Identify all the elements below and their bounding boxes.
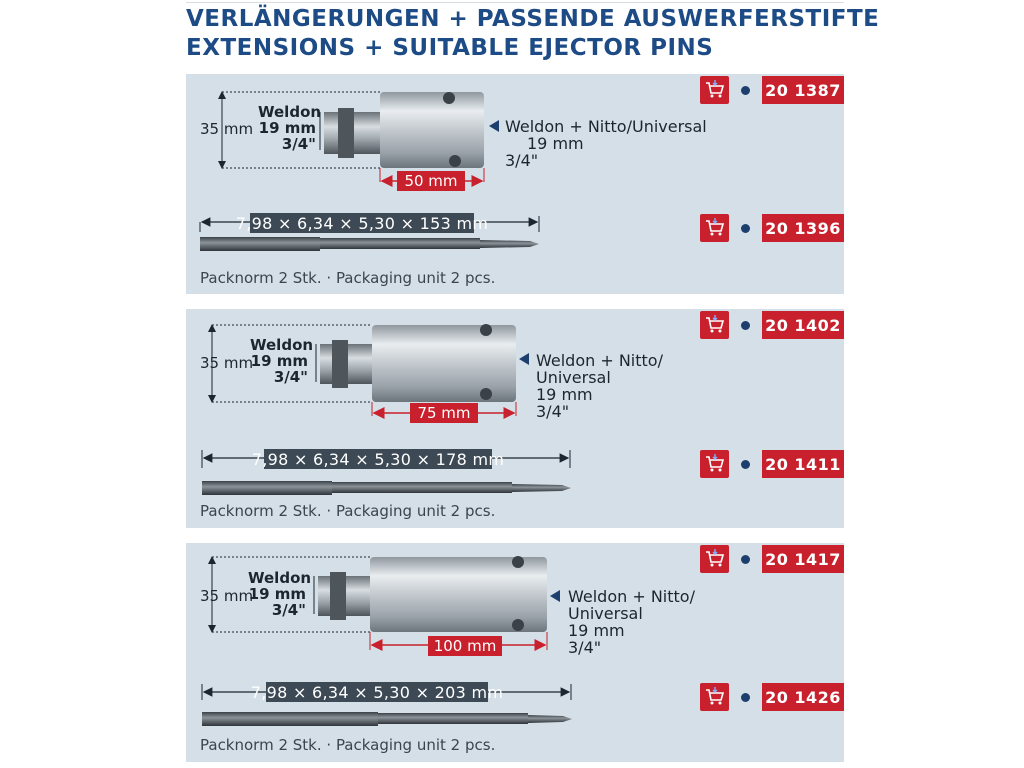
order-row-pin-1 [700,214,844,242]
compatibility-line: 19 mm [568,621,625,640]
article-number[interactable]: 20 1426 [762,683,844,711]
article-number[interactable]: 20 1402 [762,311,844,339]
diameter-label: 35 mm [200,120,254,138]
cart-icon [705,80,725,100]
compatibility-text [568,588,695,656]
shank-label: Weldon [250,336,314,354]
shank-inch-label: 3/4" [273,368,308,386]
compatibility-line: Weldon + Nitto/ [536,351,663,370]
packaging-note: Packnorm 2 Stk. · Packaging unit 2 pcs. [200,269,496,287]
length-badge: 75 mm [410,403,478,423]
cart-icon [705,687,725,707]
article-number[interactable]: 20 1387 [762,76,844,104]
packaging-note: Packnorm 2 Stk. · Packaging unit 2 pcs. [200,502,496,520]
cart-button[interactable] [700,76,729,104]
compatibility-text [505,118,707,169]
order-row-extension-2 [700,311,844,339]
cart-icon [705,315,725,335]
compatibility-line: 3/4" [568,638,602,657]
article-number[interactable]: 20 1417 [762,545,844,573]
cart-button[interactable] [700,311,729,339]
compatibility-text [536,352,663,420]
diameter-label: 35 mm [200,587,254,605]
order-row-extension-1 [700,76,844,104]
shank-mm-label: 19 mm [248,585,306,603]
length-badge: 100 mm [428,636,502,656]
compatibility-line: 3/4" [536,402,570,421]
bullet-icon [741,321,750,330]
order-row-pin-2 [700,450,844,478]
compatibility-line: 19 mm [536,385,593,404]
bullet-icon [741,693,750,702]
compatibility-line: 3/4" [505,151,539,170]
page-title-de: VERLÄNGERUNGEN + PASSENDE AUSWERFERSTIFTE [186,6,880,32]
length-badge: 50 mm [397,171,465,191]
pin-spec-label: 7,98 × 6,34 × 5,30 × 178 mm [251,449,505,469]
compatibility-line: Universal [536,368,611,387]
compatibility-line: Universal [568,604,643,623]
packaging-note: Packnorm 2 Stk. · Packaging unit 2 pcs. [200,736,496,754]
order-row-extension-3 [700,545,844,573]
cart-button[interactable] [700,683,729,711]
shank-mm-label: 19 mm [250,352,308,370]
compatibility-line: 19 mm [527,134,584,153]
pin-spec-label: 7,98 × 6,34 × 5,30 × 203 mm [250,682,504,702]
cart-button[interactable] [700,214,729,242]
compatibility-line: Weldon + Nitto/Universal [505,117,707,136]
shank-label: Weldon [248,569,312,587]
compatibility-line: Weldon + Nitto/ [568,587,695,606]
cart-icon [705,454,725,474]
title-rule [186,2,844,3]
cart-icon [705,549,725,569]
bullet-icon [741,224,750,233]
page-title-en: EXTENSIONS + SUITABLE EJECTOR PINS [186,35,714,61]
shank-inch-label: 3/4" [281,135,316,153]
bullet-icon [741,86,750,95]
cart-button[interactable] [700,450,729,478]
article-number[interactable]: 20 1411 [762,450,844,478]
diameter-label: 35 mm [200,354,254,372]
order-row-pin-3 [700,683,844,711]
shank-label: Weldon [258,103,322,121]
cart-icon [705,218,725,238]
shank-mm-label: 19 mm [258,119,316,137]
pin-spec-label: 7,98 × 6,34 × 5,30 × 153 mm [235,213,489,233]
shank-inch-label: 3/4" [271,601,306,619]
right-margin [844,74,1024,768]
bullet-icon [741,460,750,469]
cart-button[interactable] [700,545,729,573]
article-number[interactable]: 20 1396 [762,214,844,242]
bullet-icon [741,555,750,564]
